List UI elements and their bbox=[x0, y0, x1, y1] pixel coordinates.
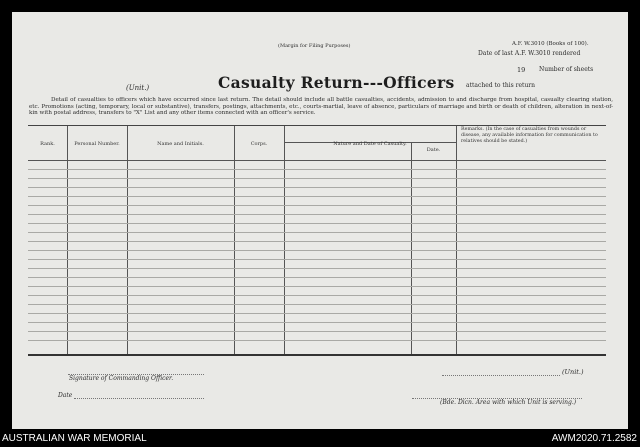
table-rule bbox=[28, 187, 606, 188]
instructions-paragraph: Detail of casualties to officers which have occurred since last return. The detail should include all battle casualties, accidents, admission to and discharge from hospital, casualty clearing station, etc. Promotions (acting, temporary, local or substantive), transfers, postings, attachments, etc., courts-martial, leave of absence, particulars of marriage and birth or death of children, alteration in next-of-kin with postal address, transfers to "X" List and any other items connected with an officer's service. bbox=[29, 97, 613, 117]
date-label: Date bbox=[58, 392, 73, 399]
area-label: (Bde. Dicn. Area with which Unit is serving.) bbox=[440, 399, 577, 406]
unit-label: (Unit.) bbox=[126, 84, 150, 92]
table-rule bbox=[28, 295, 606, 296]
form-reference: A.F. W.3010 (Books of 100). bbox=[512, 41, 589, 47]
header-name: Name and Initials. bbox=[157, 141, 204, 147]
table-rule bbox=[28, 250, 606, 251]
table-rule bbox=[28, 313, 606, 314]
header-date: Date. bbox=[426, 147, 441, 153]
table-rule bbox=[28, 259, 606, 260]
sheets-number: 19 bbox=[517, 66, 526, 74]
header-rank: Rank. bbox=[40, 141, 55, 147]
table-rule bbox=[28, 205, 606, 206]
table-rule bbox=[28, 304, 606, 305]
table-rule bbox=[28, 241, 606, 242]
sheets-label: Number of sheets bbox=[539, 66, 594, 73]
table-rule bbox=[28, 169, 606, 170]
date-line bbox=[74, 398, 204, 399]
table-rule bbox=[28, 214, 606, 215]
header-personal-number: Personal Number. bbox=[74, 141, 120, 147]
catalogue-number: AWM2020.71.2582 bbox=[551, 433, 637, 444]
table-rule bbox=[28, 322, 606, 323]
header-bottom-rule bbox=[28, 160, 606, 161]
table-rule bbox=[28, 178, 606, 179]
casualty-table bbox=[28, 125, 606, 356]
table-rule bbox=[28, 277, 606, 278]
header-remarks: Remarks. (In the case of casualties from wounds or disease, any available information for communication to relatives should be stated.) bbox=[461, 127, 598, 144]
form-sheet bbox=[12, 12, 628, 429]
table-rule bbox=[28, 196, 606, 197]
source-credit: AUSTRALIAN WAR MEMORIAL bbox=[2, 433, 147, 444]
table-rule bbox=[28, 340, 606, 341]
unit-line bbox=[442, 375, 560, 376]
header-casualty: Nature and Date of Casualty. bbox=[333, 141, 407, 147]
table-rule bbox=[28, 331, 606, 332]
header-corps: Corps. bbox=[250, 141, 268, 147]
form-title: Casualty Return---Officers bbox=[218, 73, 455, 92]
unit-bottom-label: (Unit.) bbox=[562, 368, 584, 376]
table-rule bbox=[28, 286, 606, 287]
date-last-rendered: Date of last A.F. W.3010 rendered bbox=[478, 50, 581, 57]
table-rule bbox=[28, 268, 606, 269]
margin-note: (Margin for Filing Purposes) bbox=[278, 43, 351, 49]
table-rule bbox=[28, 232, 606, 233]
attached-label: attached to this return bbox=[466, 82, 536, 89]
table-rule bbox=[28, 223, 606, 224]
signature-label: Signature of Commanding Officer. bbox=[69, 375, 174, 382]
